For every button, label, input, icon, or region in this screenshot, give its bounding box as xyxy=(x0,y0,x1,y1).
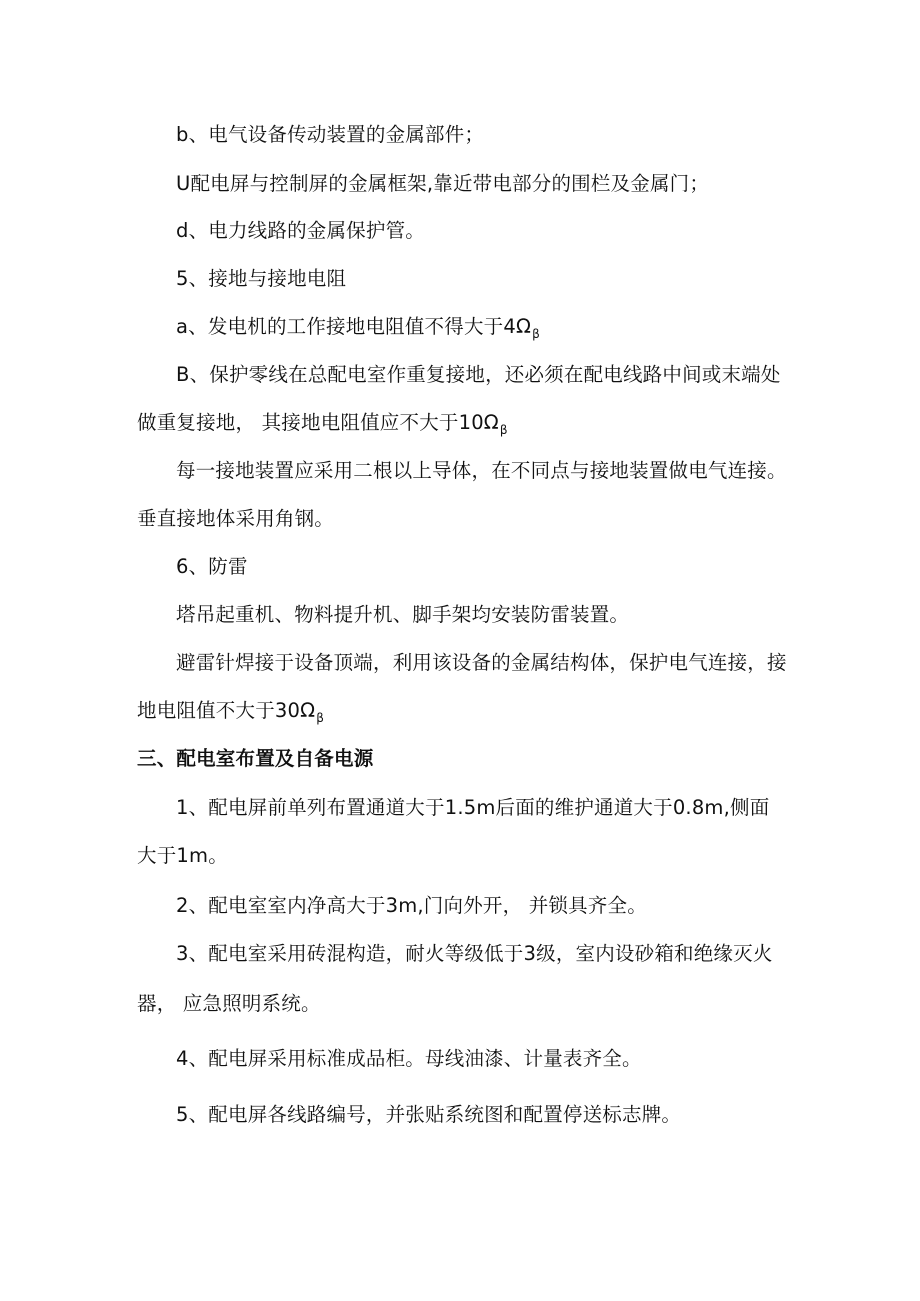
section3-item-5: 5、配电屏各线路编号，并张贴系统图和配置停送标志牌。 xyxy=(176,1103,682,1126)
subscript-beta: β xyxy=(499,423,508,437)
section3-item-4: 4、配电屏采用标准成品柜。母线油漆、计量表齐全。 xyxy=(176,1047,642,1070)
paragraph-lightning-rod-line2 xyxy=(137,698,324,731)
paragraph-grounding-device-line1: 每一接地装置应采用二根以上导体，在不同点与接地装置做电气连接。 xyxy=(176,459,787,482)
subscript-beta: β xyxy=(316,711,325,725)
subheading-grounding: 5、接地与接地电阻 xyxy=(176,267,347,290)
paragraph-tower-crane: 塔吊起重机、物料提升机、脚手架均安装防雷装置。 xyxy=(176,603,630,626)
section3-item-1-line1: 1、配电屏前单列布置通道大于1.5m后面的维护通道大于0.8m,侧面 xyxy=(176,796,770,819)
section3-item-3-line1: 3、配电室采用砖混构造，耐火等级低于3级，室内设砂箱和绝缘灭火 xyxy=(176,942,773,965)
paragraph-item-u: U配电屏与控制屏的金属框架,靠近带电部分的围栏及金属门； xyxy=(176,172,710,195)
section3-item-2: 2、配电室室内净高大于3m,门向外开， 并锁具齐全。 xyxy=(176,894,647,917)
section3-item-1-line2: 大于1m。 xyxy=(137,844,228,867)
paragraph-lightning-rod-text: 地电阻值不大于30Ω xyxy=(137,699,316,722)
subheading-lightning: 6、防雷 xyxy=(176,555,248,578)
section-heading-3: 三、配电室布置及自备电源 xyxy=(137,747,374,770)
paragraph-item-d: d、电力线路的金属保护管。 xyxy=(176,219,425,242)
paragraph-grounding-device-line2: 垂直接地体采用角钢。 xyxy=(137,507,335,530)
paragraph-item-B-line1: B、保护零线在总配电室作重复接地，还必须在配电线路中间或末端处 xyxy=(176,363,781,386)
paragraph-lightning-rod-line1: 避雷针焊接于设备顶端，利用该设备的金属结构体，保护电气连接，接 xyxy=(176,651,787,674)
section3-item-3-line2: 器， 应急照明系统。 xyxy=(137,992,321,1015)
paragraph-item-a xyxy=(176,314,540,347)
paragraph-item-B-text: 做重复接地， 其接地电阻值应不大于10Ω xyxy=(137,411,499,434)
paragraph-item-B-line2 xyxy=(137,410,508,443)
paragraph-item-b: b、电气设备传动装置的金属部件； xyxy=(176,123,485,146)
paragraph-item-a-text: a、发电机的工作接地电阻值不得大于4Ω xyxy=(176,315,532,338)
subscript-beta: β xyxy=(532,327,540,341)
